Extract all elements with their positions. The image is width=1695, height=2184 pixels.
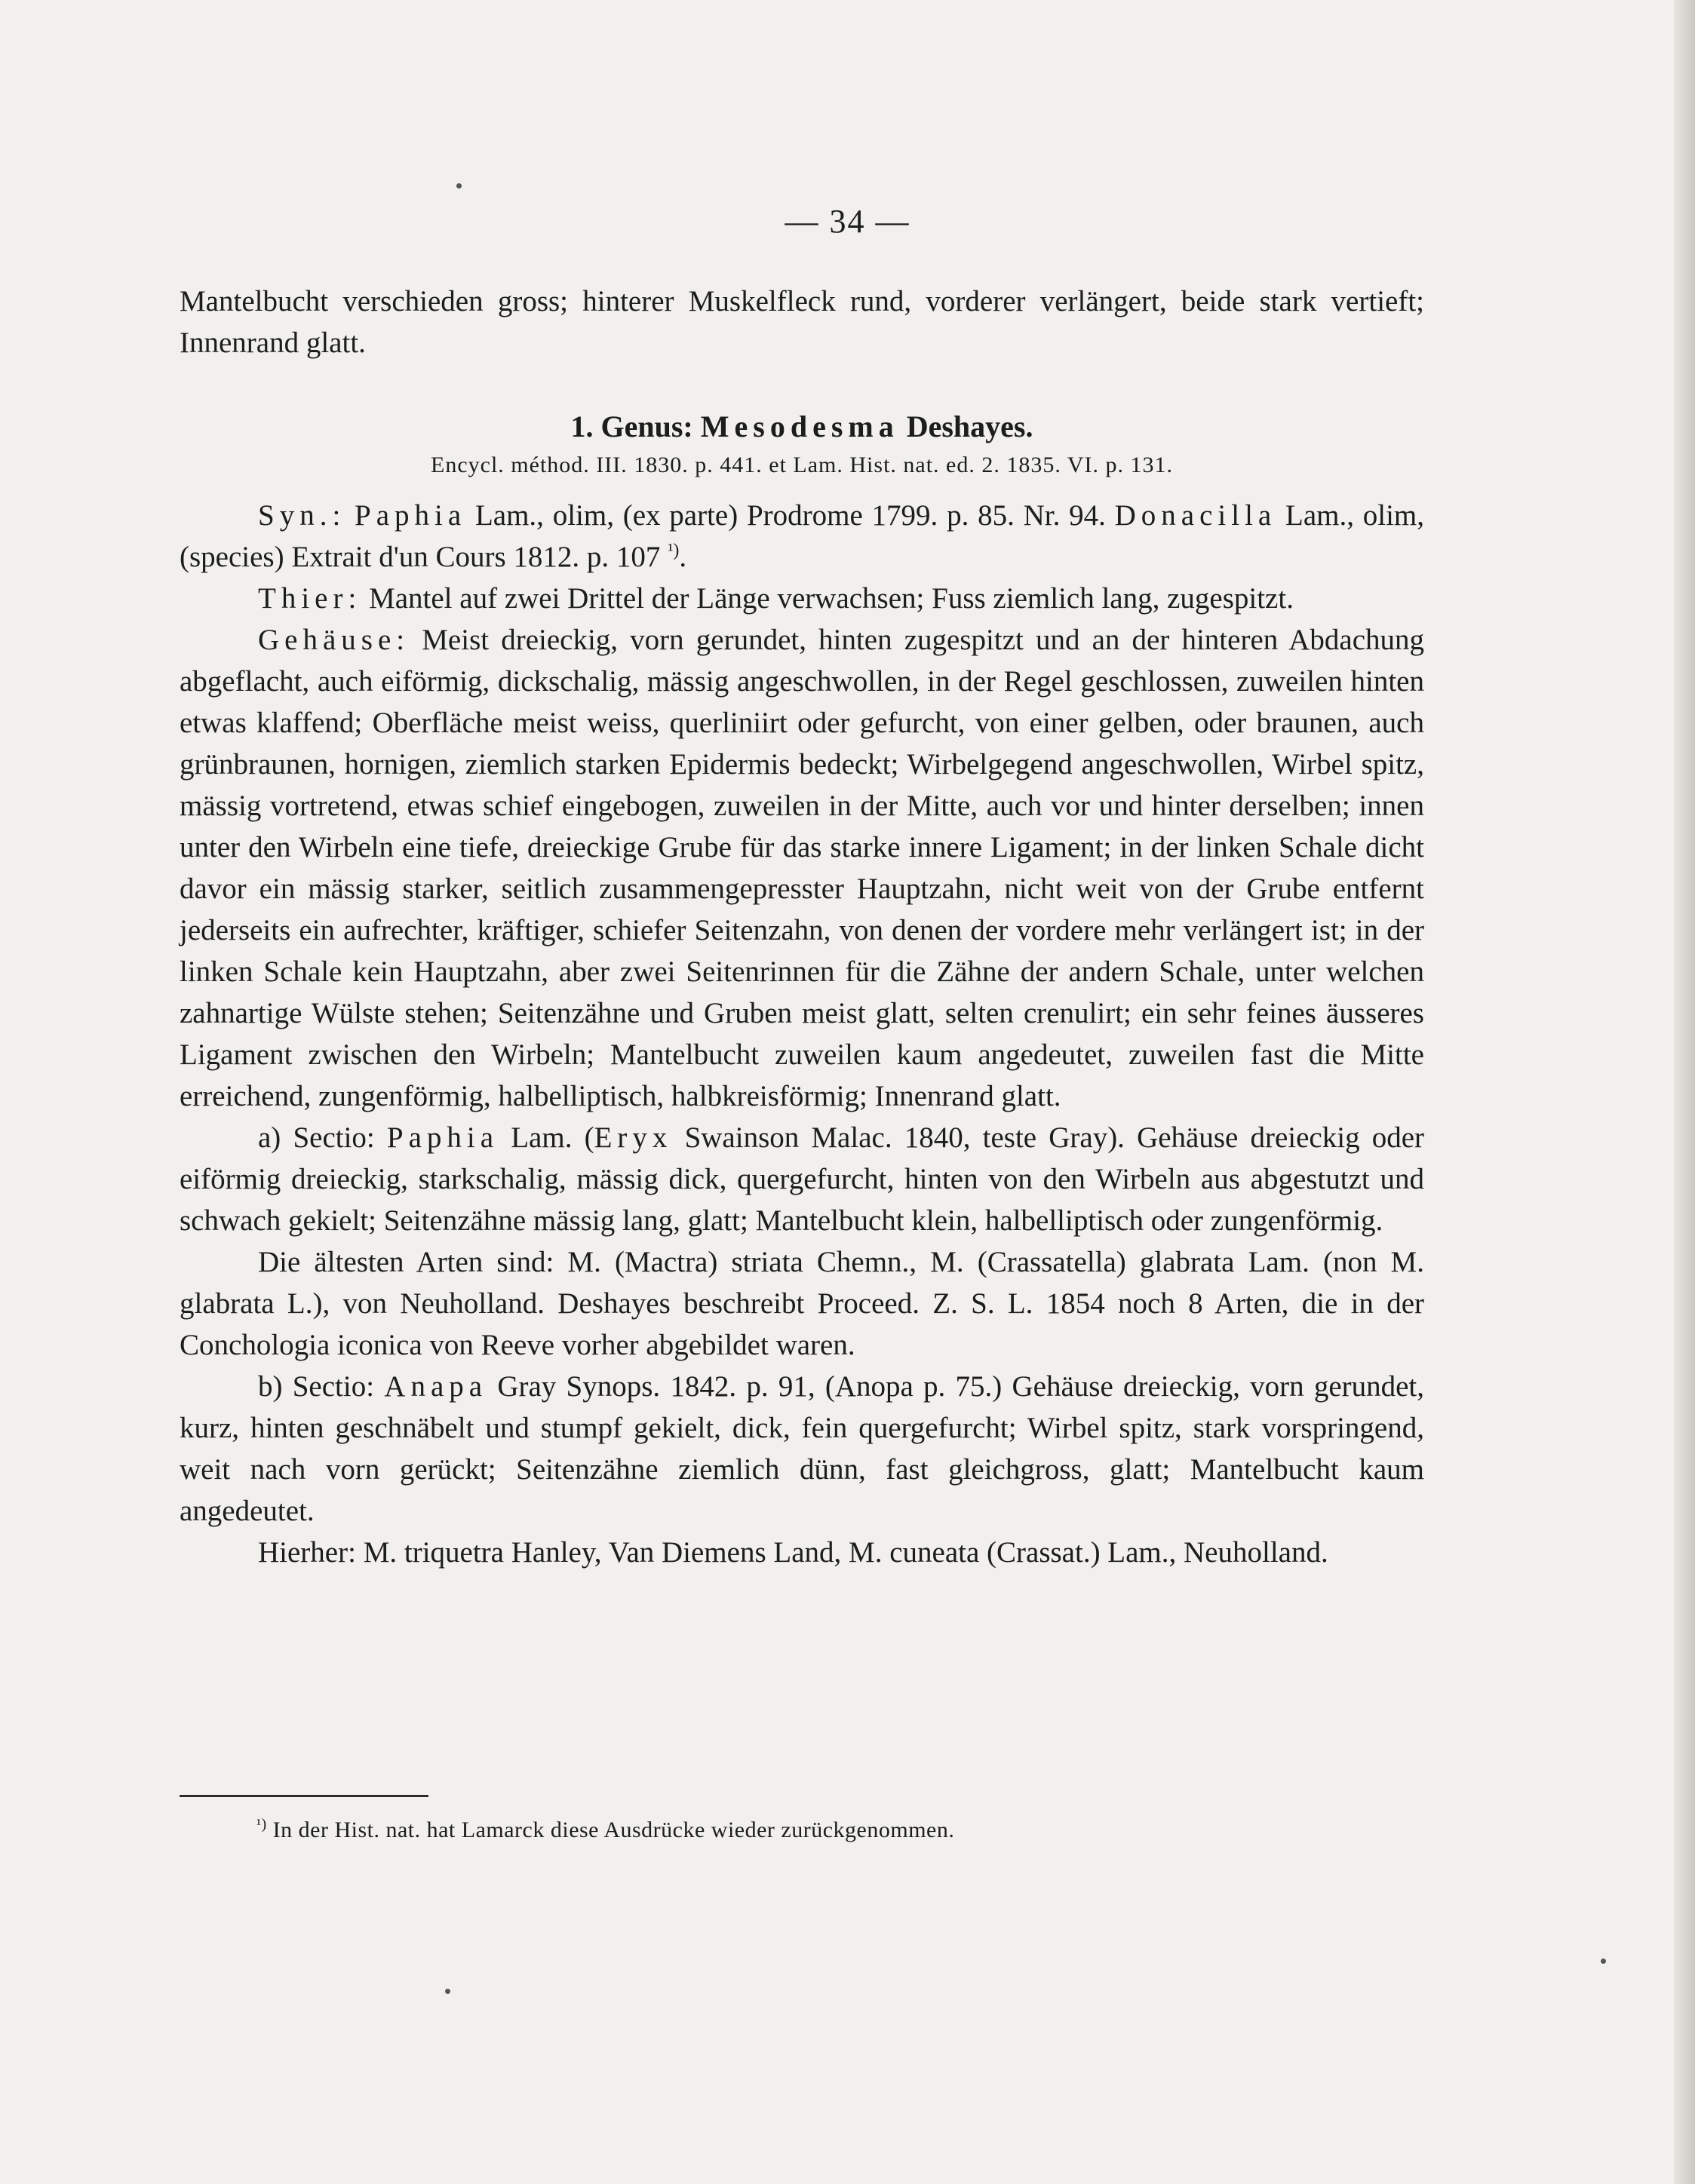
syn-text-1: Lam., olim, (ex parte) Prodrome 1799. p. 85. Nr. 94. xyxy=(474,499,1106,532)
hierher-text: M. triquetra Hanley, Van Diemens Land, M. cuneata (Crassat.) Lam., Neuholland. xyxy=(363,1536,1328,1569)
sectio-a-paragraph xyxy=(180,1117,1424,1241)
syn-end: . xyxy=(679,541,687,573)
syn-paragraph xyxy=(180,495,1424,578)
page-number: — 34 — xyxy=(785,203,910,240)
thier-text: Mantel auf zwei Drittel der Länge verwachsen; Fuss ziemlich lang, zugespitzt. xyxy=(369,582,1294,615)
gehaeuse-paragraph xyxy=(180,619,1424,1117)
intro-text: Mantelbucht verschieden gross; hinterer Muskelfleck rund, vorderer verlängert, beide stark vertieft; Innenrand glatt. xyxy=(180,285,1424,359)
sectio-a-name: Paphia xyxy=(386,1121,499,1154)
paper-speck xyxy=(1601,1959,1606,1964)
sectio-b-paragraph xyxy=(180,1366,1424,1532)
gehaeuse-text: Meist dreieckig, vorn gerundet, hinten zugespitzt und an der hinteren Abdachung abgeflacht, auch eiförmig, dickschalig, mässig angeschwollen, in der Regel geschlossen, zuweilen hinten etwas klaffend; Oberfläche meist weiss, querliniirt oder gefurcht, von einer gelben, oder braunen, auch grünbraunen, hornigen, ziemlich starken Epidermis bedeckt; Wirbelgegend angeschwollen, Wirbel spitz, mässig vortretend, etwas schief eingebogen, zuweilen in der Mitte, auch vor und hinter derselben; innen unter den Wirbeln eine tiefe, dreieckige Grube für das starke innere Ligament; in der linken Schale dicht davor ein mässig starker, seitlich zusammengepresster Hauptzahn, nicht weit von der Grube entfernt jederseits ein aufrechter, kräftiger, schiefer Seitenzahn, von denen der vordere mehr verlängert ist; in der linken Schale kein Hauptzahn, aber zwei Seitenrinnen für die Zähne der andern Schale, unter welchen zahnartige Wülste stehen; Seitenzähne und Gruben meist glatt, selten crenulirt; ein sehr feines äusseres Ligament zwischen den Wirbeln; Mantelbucht zuweilen kaum angedeutet, zuweilen fast die Mitte erreichend, zungenförmig, halbelliptisch, halbkreisförmig; Innenrand glatt. xyxy=(180,624,1425,1112)
hierher-label: Hierher: xyxy=(258,1536,356,1569)
sectio-a-text-2: Swainson Malac. 1840, teste Gray). Gehäuse dreieckig oder eiförmig dreieckig, starkschalig, mässig dick, quergefurcht, hinten von den Wirbeln aus abgestutzt und schwach gekielt; Seitenzähne mässig lang, glatt; Mantelbucht klein, halbelliptisch oder zungenförmig. xyxy=(180,1121,1425,1237)
footnote-text: In der Hist. nat. hat Lamarck diese Ausdrücke wieder zurückgenommen. xyxy=(272,1817,955,1842)
hierher-paragraph xyxy=(180,1532,1424,1573)
sectio-b-text: Gray Synops. 1842. p. 91, (Anopa p. 75.) Gehäuse dreieckig, vorn gerundet, kurz, hinten geschnäbelt und stumpf gekielt, dick, fein quergefurcht; Wirbel spitz, stark vorspringend, weit nach vorn gerückt; Seitenzähne ziemlich dünn, fast gleichgross, glatt; Mantelbucht kaum angedeutet. xyxy=(180,1370,1425,1527)
paper-speck xyxy=(456,183,462,189)
sectio-b-name: Anapa xyxy=(384,1370,488,1403)
syn-footnote-ref: ¹) xyxy=(668,541,680,560)
footnote xyxy=(256,1817,954,1843)
syn-text-2: Lam., olim, (species) Extrait d'un Cours 1812. p. 107 xyxy=(180,499,1425,573)
genus-citation: Encycl. méthod. III. 1830. p. 441. et Lam. Hist. nat. ed. 2. 1835. VI. p. 131. xyxy=(431,452,1173,477)
main-text xyxy=(180,495,1424,1573)
footnote-marker: ¹) xyxy=(256,1816,267,1833)
sectio-a-label: a) Sectio: xyxy=(258,1121,375,1154)
thier-label: Thier: xyxy=(258,582,362,615)
thier-paragraph xyxy=(180,578,1424,619)
intro-paragraph xyxy=(180,281,1424,363)
footnote-rule xyxy=(180,1795,428,1797)
genus-author: Deshayes. xyxy=(906,410,1033,443)
sectio-a-name-2: Eryx xyxy=(594,1121,673,1154)
genus-heading xyxy=(180,409,1424,444)
genus-name: Mesodesma xyxy=(700,410,899,443)
genus-number: 1. Genus: xyxy=(570,410,693,443)
syn-name-donacilla: Donacilla xyxy=(1114,499,1277,532)
page-edge-shadow xyxy=(1674,0,1695,2184)
aelteste-text: Die ältesten Arten sind: M. (Mactra) striata Chemn., M. (Crassatella) glabrata Lam. (non M. glabrata L.), von Neuholland. Deshayes beschreibt Proceed. Z. S. L. 1854 noch 8 Arten, die in der Conchologia iconica von Reeve vorher abgebildet waren. xyxy=(180,1246,1424,1361)
sectio-b-label: b) Sectio: xyxy=(258,1370,375,1403)
aelteste-paragraph xyxy=(180,1241,1424,1366)
syn-name-paphia: Paphia xyxy=(355,499,467,532)
gehaeuse-label: Gehäuse: xyxy=(258,624,410,656)
paper-speck xyxy=(445,1989,450,1994)
sectio-a-text-1: Lam. ( xyxy=(511,1121,594,1154)
syn-label: Syn.: xyxy=(258,499,346,532)
